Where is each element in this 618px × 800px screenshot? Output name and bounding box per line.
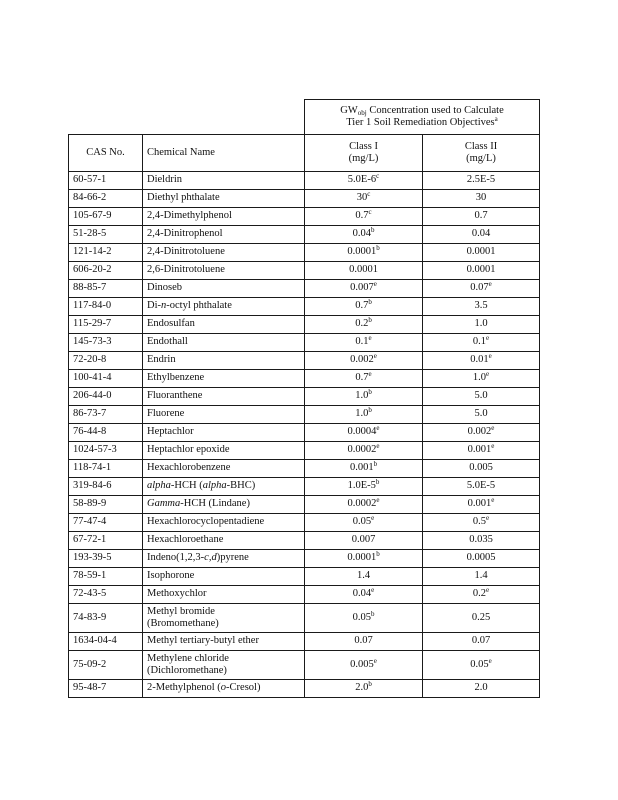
cas-number-cell: 117-84-0 [69,298,143,316]
chemical-name-part: -Cresol) [226,682,261,694]
class1-value-cell [305,568,423,586]
class1-unit: (mg/L) [348,153,379,164]
table-row [69,496,540,514]
table-row [69,352,540,370]
class1-value: 1.0E-5 [347,480,376,492]
class1-value-cell [305,604,423,633]
chemical-name-cell: 2,4-Dinitrotoluene [143,244,305,262]
class1-footnote: c [368,208,372,217]
class1-value: 0.05 [352,516,372,528]
class2-value: 0.0005 [466,552,496,564]
table-row [69,244,540,262]
class1-footnote: b [368,680,372,689]
chemical-name-part: -HCH ( [170,480,203,492]
class2-value: 0.07 [471,635,491,647]
cas-number-cell: 105-67-9 [69,208,143,226]
chemical-name-cell [143,496,305,514]
class2-footnote: e [486,514,490,523]
gw-header-line2 [309,117,535,129]
class1-value: 0.2 [355,318,369,330]
cas-number-cell: 74-83-9 [69,604,143,633]
class2-value-cell [423,514,540,532]
chemical-name-italic: alpha [202,480,227,492]
class1-footnote: b [375,478,380,487]
class1-value-cell [305,478,423,496]
cas-number-cell: 118-74-1 [69,460,143,478]
chemical-name-cell: Fluorene [143,406,305,424]
class1-value-cell [305,496,423,514]
class1-value-cell [305,370,423,388]
cas-number-cell: 606-20-2 [69,262,143,280]
class1-value: 1.4 [356,570,371,582]
class1-value: 0.04 [352,588,372,600]
table-row [69,262,540,280]
class1-footnote: e [368,334,372,343]
class2-value: 0.0001 [466,246,496,258]
gw-header-cell [305,100,540,135]
class2-value: 0.2 [472,588,486,600]
class1-value: 0.0001 [349,264,378,276]
chemical-name-cell [143,680,305,698]
table-row [69,568,540,586]
class1-footnote: b [376,244,380,253]
class1-value: 0.001 [349,462,374,474]
class2-value: 1.0 [472,372,486,384]
cas-number-cell: 58-89-9 [69,496,143,514]
cas-number-cell: 60-57-1 [69,172,143,190]
cas-number-cell: 145-73-3 [69,334,143,352]
class2-value-cell [423,633,540,651]
class1-value: 0.0002 [347,498,377,510]
class1-footnote: e [373,656,377,665]
class2-value-cell [423,388,540,406]
chemical-name-cell: Methyl tertiary-butyl ether [143,633,305,651]
class1-footnote: b [368,388,372,397]
class1-value: 0.002 [350,354,374,366]
chemical-name-cell [143,651,305,680]
chemical-name-cell [143,298,305,316]
class2-value-cell [423,172,540,190]
class1-value-cell [305,280,423,298]
class1-value-cell [305,226,423,244]
table-header-row-2 [69,135,540,172]
class1-value-cell [305,460,423,478]
cas-number-cell: 72-43-5 [69,586,143,604]
class2-value-cell [423,316,540,334]
class1-value: 0.0001 [347,246,377,258]
chemical-name-cell: Hexachlorocyclopentadiene [143,514,305,532]
class1-value-cell [305,316,423,334]
class1-footnote: b [373,460,378,469]
class2-value-cell [423,406,540,424]
chemical-name-cell: 2,4-Dinitrophenol [143,226,305,244]
chemical-name-line2: (Dichloromethane) [147,665,227,676]
chemical-name-cell: Hexachloroethane [143,532,305,550]
class2-value: 30 [475,192,487,204]
table-row [69,633,540,651]
class2-value: 0.05 [470,658,489,670]
chemical-name-part: )pyrene [216,552,249,564]
class2-value-cell [423,298,540,316]
class1-value-cell [305,633,423,651]
table-row [69,424,540,442]
class1-value-cell [305,262,423,280]
cas-column-header: CAS No. [69,135,143,172]
class2-label: Class II [464,140,498,152]
chemical-name-cell: Fluoranthene [143,388,305,406]
gw-header-text1: Concentration used to Calculate [366,104,504,116]
class1-value-cell [305,352,423,370]
class2-value: 5.0 [474,390,488,402]
chemical-name-italic: Gamma [147,498,181,510]
class2-value: 0.7 [474,210,488,222]
chemical-name-line1: Methylene chloride [147,652,229,664]
chemical-name-cell: Isophorone [143,568,305,586]
table-row [69,334,540,352]
class1-footnote: e [371,514,375,523]
class2-value: 0.035 [469,534,493,546]
header-blank-cell [143,100,305,135]
class2-value: 0.005 [469,462,493,474]
class1-footnote: e [373,352,377,361]
gw-label: GW [340,104,358,116]
table-row [69,388,540,406]
cas-number-cell: 77-47-4 [69,514,143,532]
class2-value-cell [423,586,540,604]
class2-value-cell [423,424,540,442]
chemical-name-italic: o [220,682,227,694]
table-row [69,478,540,496]
table-row [69,604,540,633]
table-row [69,680,540,698]
table-row [69,172,540,190]
class1-value-cell [305,550,423,568]
class2-value-cell [423,680,540,698]
chemical-name-italic: alpha [147,480,171,492]
cas-number-cell: 95-48-7 [69,680,143,698]
class1-value: 0.007 [350,282,374,294]
chemical-name-cell: Diethyl phthalate [143,190,305,208]
chemical-name-italic: c,d [204,552,217,564]
gw-header-line1 [309,105,535,117]
table-row [69,442,540,460]
class1-value: 0.0001 [347,552,377,564]
class2-value-cell [423,280,540,298]
class2-value-cell [423,442,540,460]
chemical-name-cell: Endosulfan [143,316,305,334]
class1-value-cell [305,651,423,680]
class1-footnote: e [376,424,380,433]
class1-value: 0.7 [355,300,369,312]
class2-value-cell [423,226,540,244]
cas-number-cell: 193-39-5 [69,550,143,568]
gw-header-text2: Tier 1 Soil Remediation Objectives [346,117,495,128]
class1-footnote: b [376,550,380,559]
class1-value-cell [305,680,423,698]
class1-footnote: e [376,442,380,451]
chemical-name-cell: Heptachlor epoxide [143,442,305,460]
class2-value-cell [423,532,540,550]
class1-column-header [305,135,423,172]
table-row [69,208,540,226]
class2-footnote: e [486,370,490,379]
chemical-name-part: Indeno(1,2,3- [147,552,205,564]
class1-footnote: b [368,316,372,325]
class1-value-cell [305,424,423,442]
class2-footnote: e [491,424,495,433]
class1-value-cell [305,514,423,532]
gw-concentration-table [68,99,540,698]
class2-value-cell [423,604,540,633]
chemical-name-column-header: Chemical Name [143,135,305,172]
chemical-name-cell [143,550,305,568]
class2-column-header [423,135,540,172]
gw-header-footnote: a [494,115,498,123]
table-row [69,586,540,604]
class2-value: 0.01 [470,354,489,366]
table-row [69,532,540,550]
class1-value-cell [305,388,423,406]
chemical-name-cell: 2,4-Dimethylphenol [143,208,305,226]
cas-number-cell: 1024-57-3 [69,442,143,460]
class1-value: 0.7 [355,210,369,222]
class1-value-cell [305,532,423,550]
class1-footnote: b [370,609,375,618]
gw-subscript: obj [357,108,367,117]
class2-value-cell [423,262,540,280]
class1-value: 0.007 [351,534,376,546]
class1-value-cell [305,172,423,190]
class2-value: 0.04 [471,228,491,240]
chemical-name-line2: (Bromomethane) [147,618,219,629]
class1-footnote: c [376,172,380,181]
chemical-name-cell: Dieldrin [143,172,305,190]
class1-value-cell [305,442,423,460]
table-row [69,406,540,424]
cas-number-cell: 86-73-7 [69,406,143,424]
class2-value: 5.0 [474,408,488,420]
class2-value: 0.002 [467,426,492,438]
class2-value: 0.0001 [466,264,496,276]
class1-value: 2.0 [355,682,369,694]
class2-value-cell [423,334,540,352]
class1-footnote: e [376,496,380,505]
cas-number-cell: 76-44-8 [69,424,143,442]
class2-value-cell [423,460,540,478]
class2-value: 2.5E-5 [466,174,496,186]
chemical-name-cell [143,604,305,633]
cas-number-cell: 78-59-1 [69,568,143,586]
cas-number-cell: 72-20-8 [69,352,143,370]
table-row [69,298,540,316]
class2-footnote: e [488,656,492,665]
class2-value-cell [423,208,540,226]
class1-value: 5.0E-6 [347,174,377,186]
class2-value: 1.4 [474,570,488,582]
table-row [69,316,540,334]
chemical-name-cell: Hexachlorobenzene [143,460,305,478]
chemical-name-italic: n [161,300,167,312]
class2-footnote: e [491,442,495,451]
class2-value: 2.0 [474,682,488,694]
class1-footnote: c [367,190,371,199]
class2-value-cell [423,190,540,208]
class1-footnote: b [368,298,372,307]
table-row [69,550,540,568]
chemical-name-cell: Methoxychlor [143,586,305,604]
class2-footnote: e [491,496,495,505]
class1-value: 1.0 [355,408,369,420]
class2-value-cell [423,478,540,496]
class2-value-cell [423,244,540,262]
class1-value: 0.0004 [347,426,377,438]
class1-value: 0.0002 [347,444,377,456]
cas-number-cell: 75-09-2 [69,651,143,680]
class1-value-cell [305,334,423,352]
class2-value-cell [423,352,540,370]
class1-value: 1.0 [355,390,369,402]
class2-value: 0.5 [472,516,486,528]
chemical-name-cell: 2,6-Dinitrotoluene [143,262,305,280]
chemical-name-part: -HCH (Lindane) [180,498,250,510]
table-row [69,651,540,680]
class2-footnote: e [486,586,490,595]
class1-footnote: e [368,370,372,379]
class1-value: 0.005 [350,658,374,670]
class2-value: 0.001 [467,444,492,456]
class1-footnote: b [368,406,372,415]
class2-value-cell [423,550,540,568]
class2-footnote: e [488,352,492,361]
chemical-name-cell: Endothall [143,334,305,352]
class1-value-cell [305,244,423,262]
class2-value-cell [423,651,540,680]
chemical-name-cell: Dinoseb [143,280,305,298]
cas-number-cell: 121-14-2 [69,244,143,262]
class1-value: 0.07 [354,635,373,647]
class1-value-cell [305,298,423,316]
class2-value: 0.1 [472,336,486,348]
class2-value-cell [423,568,540,586]
class1-footnote: b [370,226,375,235]
class2-value: 1.0 [474,318,488,330]
class2-footnote: e [488,280,492,289]
chemical-name-cell: Heptachlor [143,424,305,442]
chemical-name-cell: Endrin [143,352,305,370]
table-header-row-1 [69,100,540,135]
class1-value: 0.7 [355,372,369,384]
class2-value: 0.25 [471,611,491,623]
class1-value: 0.04 [352,228,371,240]
table-row [69,226,540,244]
cas-number-cell: 115-29-7 [69,316,143,334]
class2-value: 5.0E-5 [466,480,496,492]
class1-value-cell [305,208,423,226]
class2-value-cell [423,370,540,388]
class1-label: Class I [349,140,378,152]
table-row [69,460,540,478]
chemical-name-part: -BHC) [226,480,256,492]
chemical-name-part: Di- [147,300,161,312]
chemical-name-cell [143,478,305,496]
chemical-name-line1: Methyl bromide [147,605,215,617]
class1-value-cell [305,190,423,208]
table-row [69,280,540,298]
table-row [69,190,540,208]
class2-value-cell [423,496,540,514]
class1-value: 30 [356,192,368,204]
class1-value-cell [305,406,423,424]
class2-footnote: e [486,334,490,343]
class2-value: 3.5 [474,300,488,312]
class1-value: 0.1 [355,336,369,348]
cas-number-cell: 51-28-5 [69,226,143,244]
class1-footnote: e [371,586,375,595]
header-blank-cell [69,100,143,135]
cas-number-cell: 206-44-0 [69,388,143,406]
chemical-name-part: -octyl phthalate [166,300,232,312]
class2-value: 0.001 [467,498,492,510]
class2-unit: (mg/L) [466,153,496,164]
chemical-name-part: 2-Methylphenol ( [147,682,221,694]
cas-number-cell: 88-85-7 [69,280,143,298]
cas-number-cell: 67-72-1 [69,532,143,550]
cas-number-cell: 319-84-6 [69,478,143,496]
cas-number-cell: 1634-04-4 [69,633,143,651]
class1-value-cell [305,586,423,604]
class2-value: 0.07 [470,282,489,294]
cas-number-cell: 100-41-4 [69,370,143,388]
class1-value: 0.05 [352,611,371,623]
cas-number-cell: 84-66-2 [69,190,143,208]
table-row [69,514,540,532]
chemical-name-cell: Ethylbenzene [143,370,305,388]
table-row [69,370,540,388]
class1-footnote: e [373,280,377,289]
